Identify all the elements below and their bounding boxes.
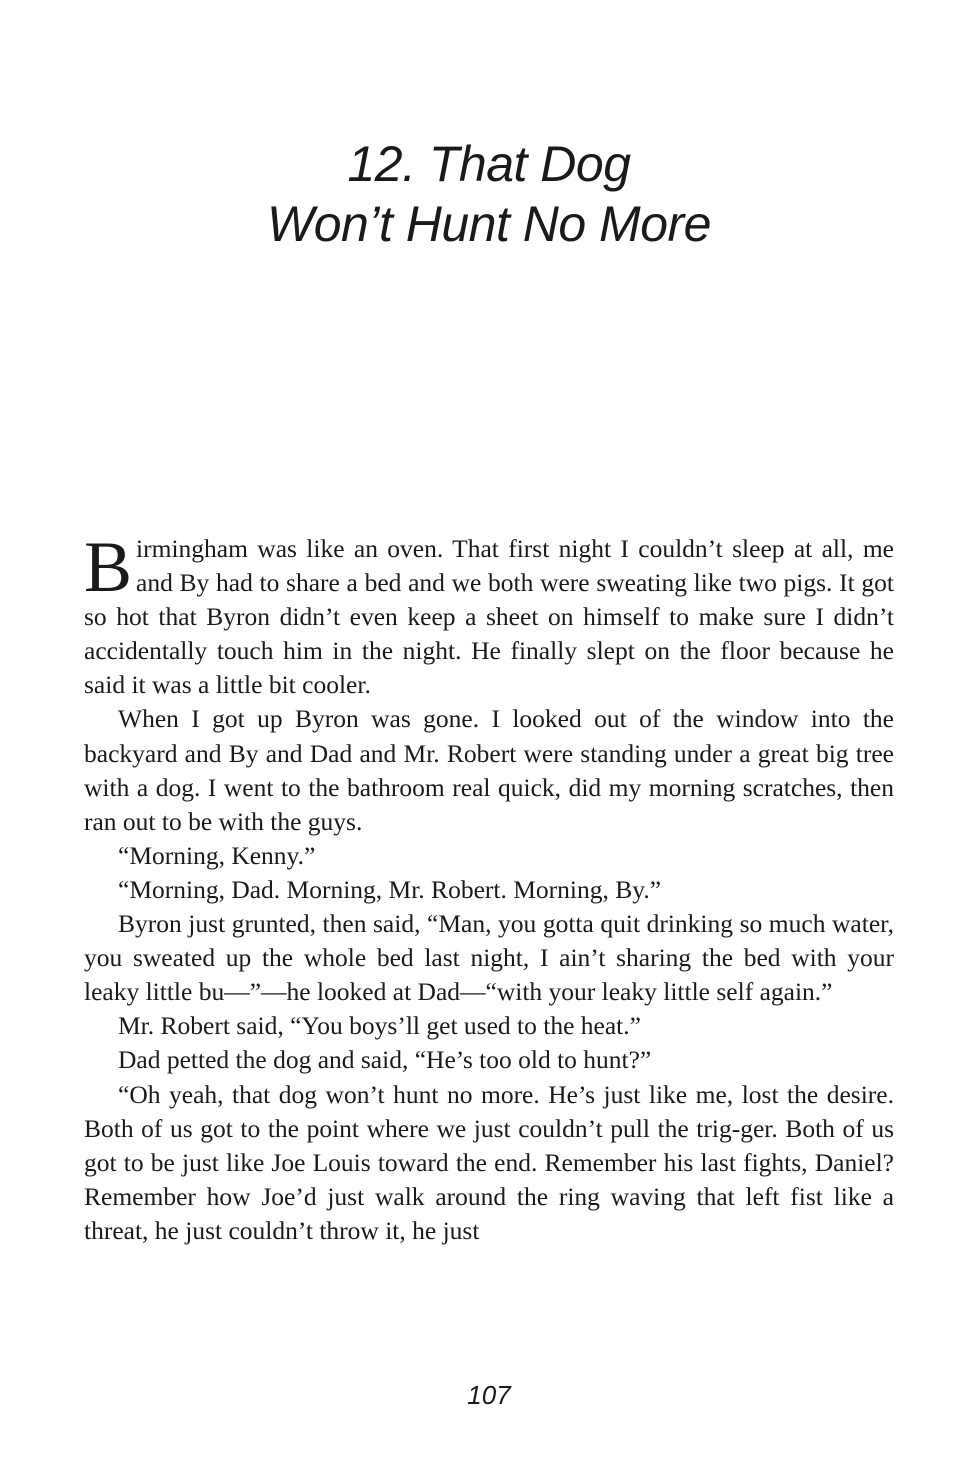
- paragraph-5: Byron just grunted, then said, “Man, you gotta quit drinking so much water, you sweated up the whole bed last night, I ain’t sharing the bed with your leaky little bu—”—he looked at Dad—“with your leaky little self again.”: [84, 909, 894, 1007]
- drop-cap: B: [84, 527, 133, 607]
- paragraph-6: Mr. Robert said, “You boys’ll get used to the heat.”: [118, 1011, 641, 1041]
- paragraph-3: “Morning, Kenny.”: [118, 840, 316, 870]
- paragraph-1-text: irmingham was like an oven. That first night I couldn’t sleep at all, me and By had to share a bed and we both were sweating like two pigs. It got so hot that Byron didn’t even keep a sheet on himself to make sure I didn’t accidentally touch him in the night. He finally slept on the floor because he said it was a little bit cooler.: [84, 534, 894, 700]
- chapter-title-line-2: Won’t Hunt No More: [267, 196, 711, 252]
- paragraph-2: When I got up Byron was gone. I looked out of the window into the backyard and By and Dad and Mr. Robert were standing under a great big tree with a dog. I went to the bathroom real quick, did my morning scratches, then ran out to be with the guys.: [84, 704, 894, 836]
- page-number: 107: [467, 1380, 511, 1410]
- paragraph-1: [84, 527, 894, 702]
- chapter-title-line-1: 12. That Dog: [347, 136, 631, 192]
- paragraph-7: Dad petted the dog and said, “He’s too old to hunt?”: [118, 1045, 652, 1075]
- paragraph-4: “Morning, Dad. Morning, Mr. Robert. Morning, By.”: [118, 874, 662, 904]
- paragraph-8: “Oh yeah, that dog won’t hunt no more. He’s just like me, lost the desire. Both of us got to the point where we just couldn’t pull the trig-ger. Both of us got to be just like Joe Louis toward the end. Remember his last fights, Daniel? Remember how Joe’d just walk around the ring waving that left fist like a threat, he just couldn’t throw it, he just: [84, 1079, 894, 1245]
- chapter-title: [0, 134, 978, 254]
- chapter-body: [84, 527, 894, 1248]
